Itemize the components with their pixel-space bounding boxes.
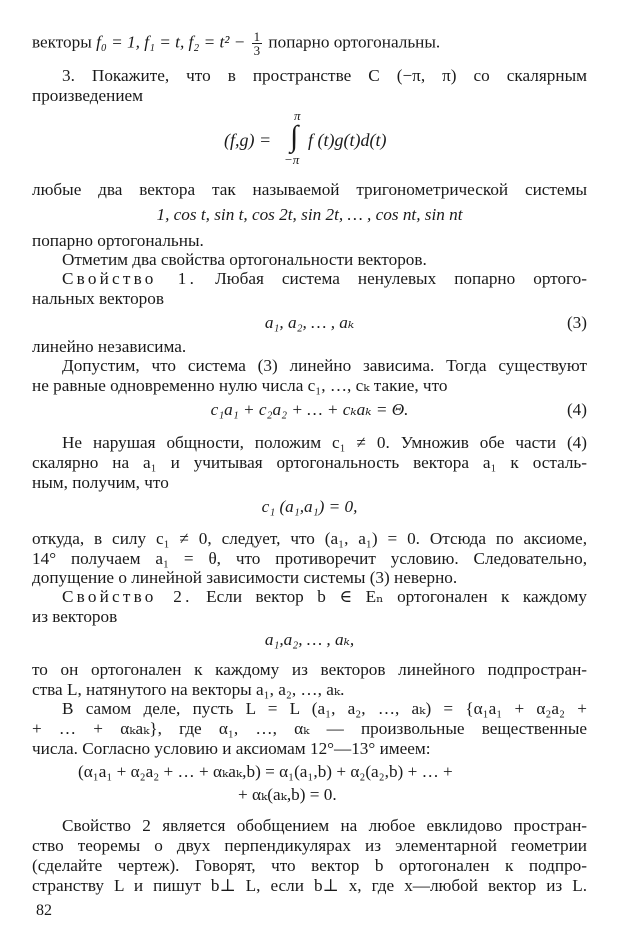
property-1-heading (62, 269, 587, 289)
text-line: В самом деле, пусть L = L (a₁, a₂, …, aₖ) = {α₁a₁ + α₂a₂ + (62, 699, 587, 718)
line-vectors-orthogonal (32, 30, 587, 57)
equation-number: (3) (566, 313, 587, 332)
text-line: скалярно на a₁ и учитывая ортогональность вектора a₁ к осталь- (32, 453, 587, 472)
text-line: числа. Согласно условию и аксиомам 12°—13° имеем: (32, 739, 431, 758)
text-line: Не нарушая общности, положим c₁ ≠ 0. Умножив обе части (4) (62, 433, 587, 452)
text-line: Отметим два свойства ортогональности векторов. (62, 250, 427, 269)
equation-7-line-2: + αₖ(aₖ,b) = 0. (238, 785, 337, 804)
integral-lhs: (f,g) = (224, 130, 272, 150)
integral-lower-limit: −π (284, 152, 300, 167)
text-line: попарно ортогональны. (32, 231, 204, 250)
text-line: + … + αₖaₖ}, где α₁, …, αₖ — произвольные вещественные (32, 719, 587, 738)
text-line: странству L и пишут b⊥ L, если b⊥ x, где x—любой вектор из L. (32, 876, 587, 895)
integral-sign: ∫ (290, 120, 299, 153)
text-fragment: векторы (32, 32, 97, 52)
fraction-one-third (252, 30, 263, 57)
text-line: ным, получим, что (32, 473, 169, 492)
text-fragment: Любая система ненулевых попарно ортого- (197, 269, 587, 288)
property-label: Свойство 2. (62, 587, 193, 606)
text-fragment: попарно ортогональны. (268, 32, 441, 52)
integral-upper-limit: π (294, 108, 301, 123)
text-line: нальных векторов (32, 289, 164, 308)
text-line: любые два вектора так называемой тригонометрической системы (32, 180, 587, 199)
text-line: допущение о линейной зависимости системы (3) неверно. (32, 568, 458, 587)
property-label: Свойство 1. (62, 269, 198, 288)
text-line: произведением (32, 86, 144, 105)
equation-3 (32, 313, 587, 333)
equation-5: c₁ (a₁,a₁) = 0, (261, 497, 358, 516)
property-2-heading (62, 587, 587, 607)
text-line: Допустим, что система (3) линейно зависима. Тогда существуют (62, 356, 587, 375)
trig-system-formula: 1, cos t, sin t, cos 2t, sin 2t, … , cos nt, sin nt (156, 205, 463, 224)
text-line: ство теоремы о двух перпендикулярах из элементарной геометрии (32, 836, 587, 855)
equation-body: a₁, a₂, … , aₖ (264, 313, 355, 332)
text-line: (сделайте чертеж). Говорят, что вектор b ортогонален к подпро- (32, 856, 587, 875)
text-fragment: Если вектор b ∈ Eₙ ортогонален к каждому (192, 587, 587, 606)
formula-f-vectors: f₀ = 1, f₁ = t, f₂ = t² − (96, 32, 246, 52)
equation-number: (4) (566, 400, 587, 419)
equation-body: c₁a₁ + c₂a₂ + … + cₖaₖ = Θ. (210, 400, 409, 419)
text-line: из векторов (32, 607, 118, 626)
exercise-3-line: 3. Покажите, что в пространстве C (−π, π) со скалярным (62, 66, 587, 85)
equation-4 (32, 400, 587, 420)
integral-body: f (t)g(t)d(t) (308, 130, 387, 150)
text-line: не равные одновременно нулю числа c₁, …, cₖ такие, что (32, 376, 448, 395)
text-line: Свойство 2 является обобщением на любое евклидово простран- (62, 816, 587, 835)
text-line: откуда, в силу c₁ ≠ 0, следует, что (a₁, a₁) = 0. Отсюда по аксиоме, (32, 529, 587, 548)
text-line: ства L, натянутого на векторы a₁, a₂, …, aₖ. (32, 680, 345, 699)
page-number: 82 (36, 902, 52, 919)
fraction-numerator: 1 (253, 29, 261, 44)
equation-7-line-1: (α₁a₁ + α₂a₂ + … + αₖaₖ,b) = α₁(a₁,b) + α₂(a₂,b) + … + (78, 762, 453, 781)
text-line: то он ортогонален к каждому из векторов линейного подпростран- (32, 660, 587, 679)
text-line: 14° получаем a₁ = θ, что противоречит условию. Следовательно, (32, 549, 587, 568)
text-line: линейно независима. (32, 337, 187, 356)
fraction-denominator: 3 (253, 43, 261, 58)
equation-6: a₁,a₂, … , aₖ, (264, 630, 355, 649)
